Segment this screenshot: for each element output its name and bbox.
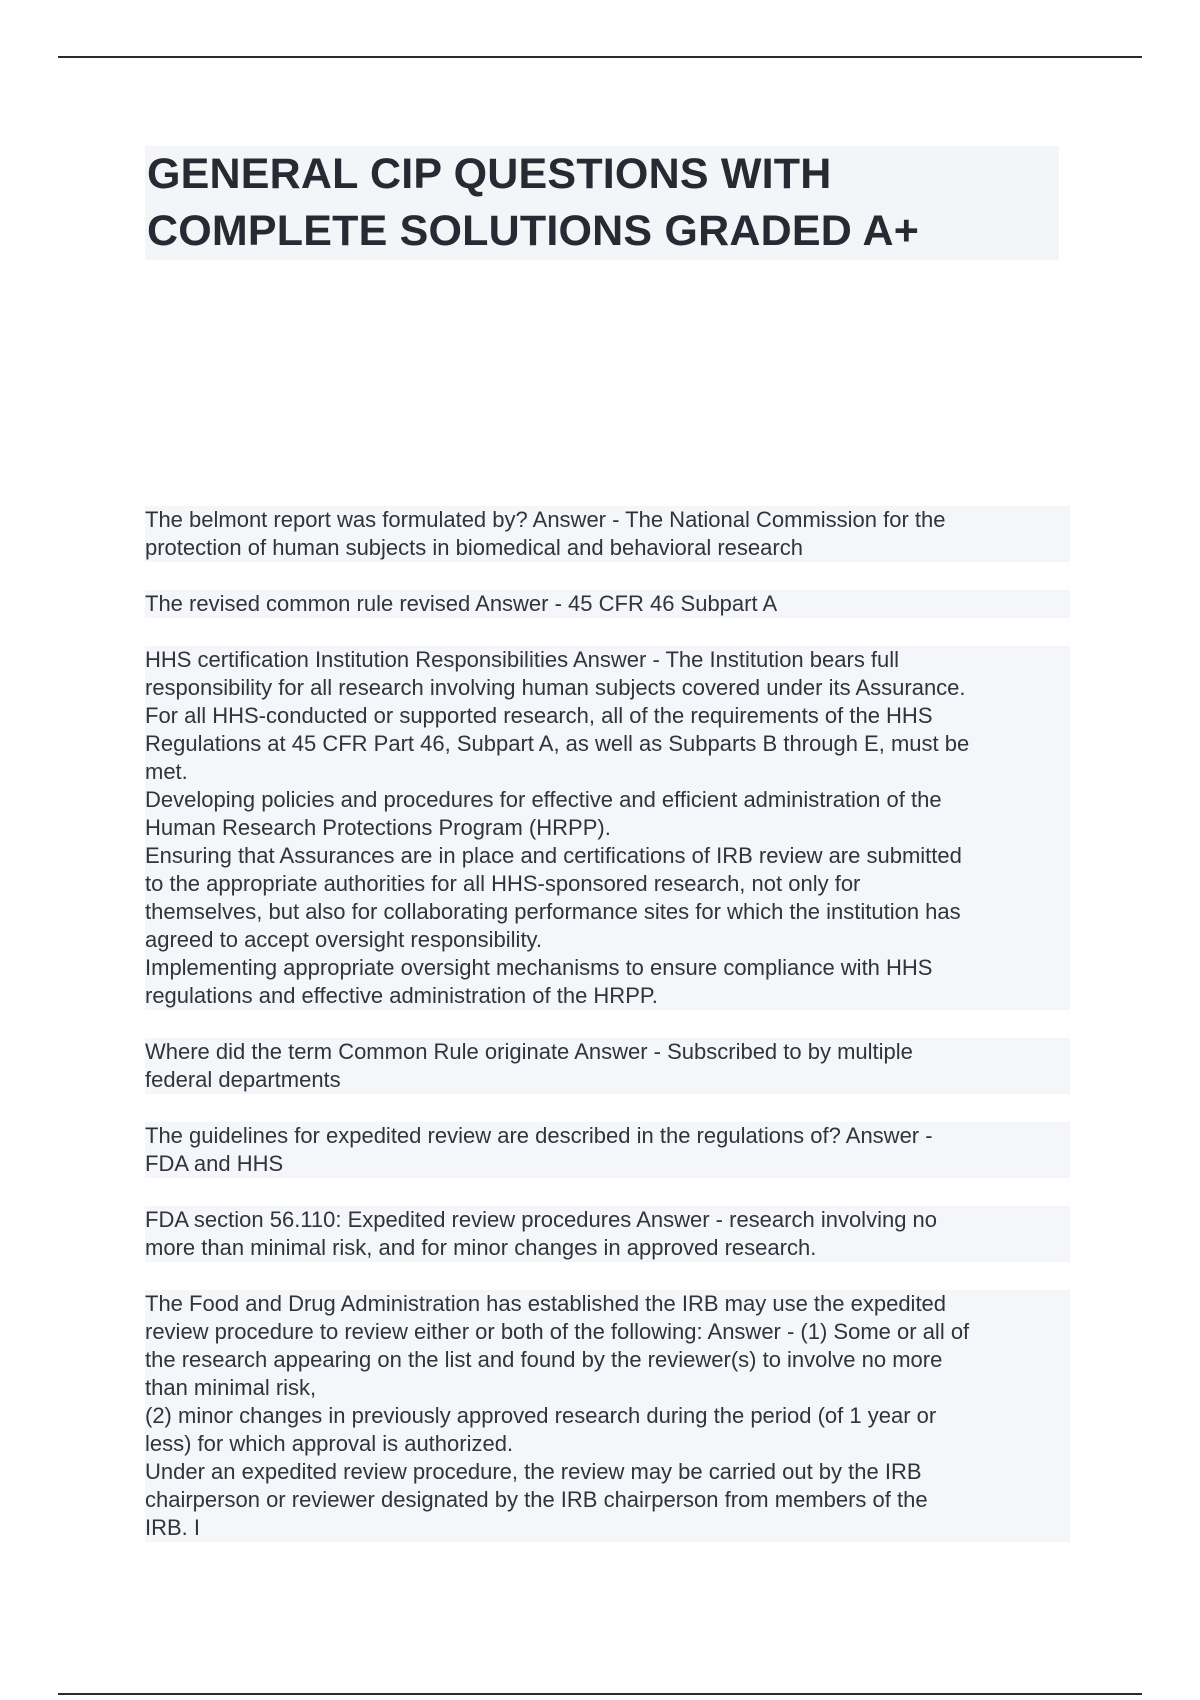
qa-entry xyxy=(145,506,1070,562)
text-line: The belmont report was formulated by? Answer - The National Commission for the xyxy=(145,506,1070,534)
text-line: to the appropriate authorities for all HHS-sponsored research, not only for xyxy=(145,870,1070,898)
text-line: HHS certification Institution Responsibilities Answer - The Institution bears full xyxy=(145,646,1070,674)
text-line: For all HHS-conducted or supported research, all of the requirements of the HHS xyxy=(145,702,1070,730)
qa-entry xyxy=(145,1122,1070,1178)
text-line: themselves, but also for collaborating performance sites for which the institution has xyxy=(145,898,1070,926)
text-line: review procedure to review either or both of the following: Answer - (1) Some or all of xyxy=(145,1318,1070,1346)
text-line: Human Research Protections Program (HRPP). xyxy=(145,814,1070,842)
text-line: (2) minor changes in previously approved research during the period (of 1 year or xyxy=(145,1402,1070,1430)
text-line: The Food and Drug Administration has established the IRB may use the expedited xyxy=(145,1290,1070,1318)
title-block xyxy=(145,146,1059,260)
text-line: The guidelines for expedited review are described in the regulations of? Answer - xyxy=(145,1122,1070,1150)
text-line: The revised common rule revised Answer - 45 CFR 46 Subpart A xyxy=(145,590,1070,618)
text-line: more than minimal risk, and for minor changes in approved research. xyxy=(145,1234,1070,1262)
text-line: responsibility for all research involving human subjects covered under its Assurance. xyxy=(145,674,1070,702)
text-line: Under an expedited review procedure, the review may be carried out by the IRB xyxy=(145,1458,1070,1486)
bottom-rule xyxy=(58,1693,1142,1695)
qa-entry xyxy=(145,1038,1070,1094)
text-line: protection of human subjects in biomedical and behavioral research xyxy=(145,534,1070,562)
text-line: Implementing appropriate oversight mechanisms to ensure compliance with HHS xyxy=(145,954,1070,982)
document-title xyxy=(147,146,1057,260)
text-line: FDA and HHS xyxy=(145,1150,1070,1178)
text-line: Developing policies and procedures for effective and efficient administration of the xyxy=(145,786,1070,814)
qa-entry xyxy=(145,646,1070,1010)
text-line: IRB. I xyxy=(145,1514,1070,1542)
title-line: COMPLETE SOLUTIONS GRADED A+ xyxy=(147,207,920,255)
text-line: met. xyxy=(145,758,1070,786)
text-line: federal departments xyxy=(145,1066,1070,1094)
text-line: FDA section 56.110: Expedited review procedures Answer - research involving no xyxy=(145,1206,1070,1234)
text-line: agreed to accept oversight responsibility. xyxy=(145,926,1070,954)
qa-entry xyxy=(145,1206,1070,1262)
text-line: less) for which approval is authorized. xyxy=(145,1430,1070,1458)
text-line: chairperson or reviewer designated by the IRB chairperson from members of the xyxy=(145,1486,1070,1514)
top-rule xyxy=(58,56,1142,58)
text-line: regulations and effective administration of the HRPP. xyxy=(145,982,1070,1010)
title-line: GENERAL CIP QUESTIONS WITH xyxy=(147,150,832,198)
text-line: Regulations at 45 CFR Part 46, Subpart A, as well as Subparts B through E, must be xyxy=(145,730,1070,758)
qa-entry xyxy=(145,1290,1070,1542)
qa-list xyxy=(145,506,1070,1570)
text-line: Ensuring that Assurances are in place and certifications of IRB review are submitted xyxy=(145,842,1070,870)
qa-entry xyxy=(145,590,1070,618)
text-line: Where did the term Common Rule originate Answer - Subscribed to by multiple xyxy=(145,1038,1070,1066)
text-line: than minimal risk, xyxy=(145,1374,1070,1402)
text-line: the research appearing on the list and found by the reviewer(s) to involve no more xyxy=(145,1346,1070,1374)
